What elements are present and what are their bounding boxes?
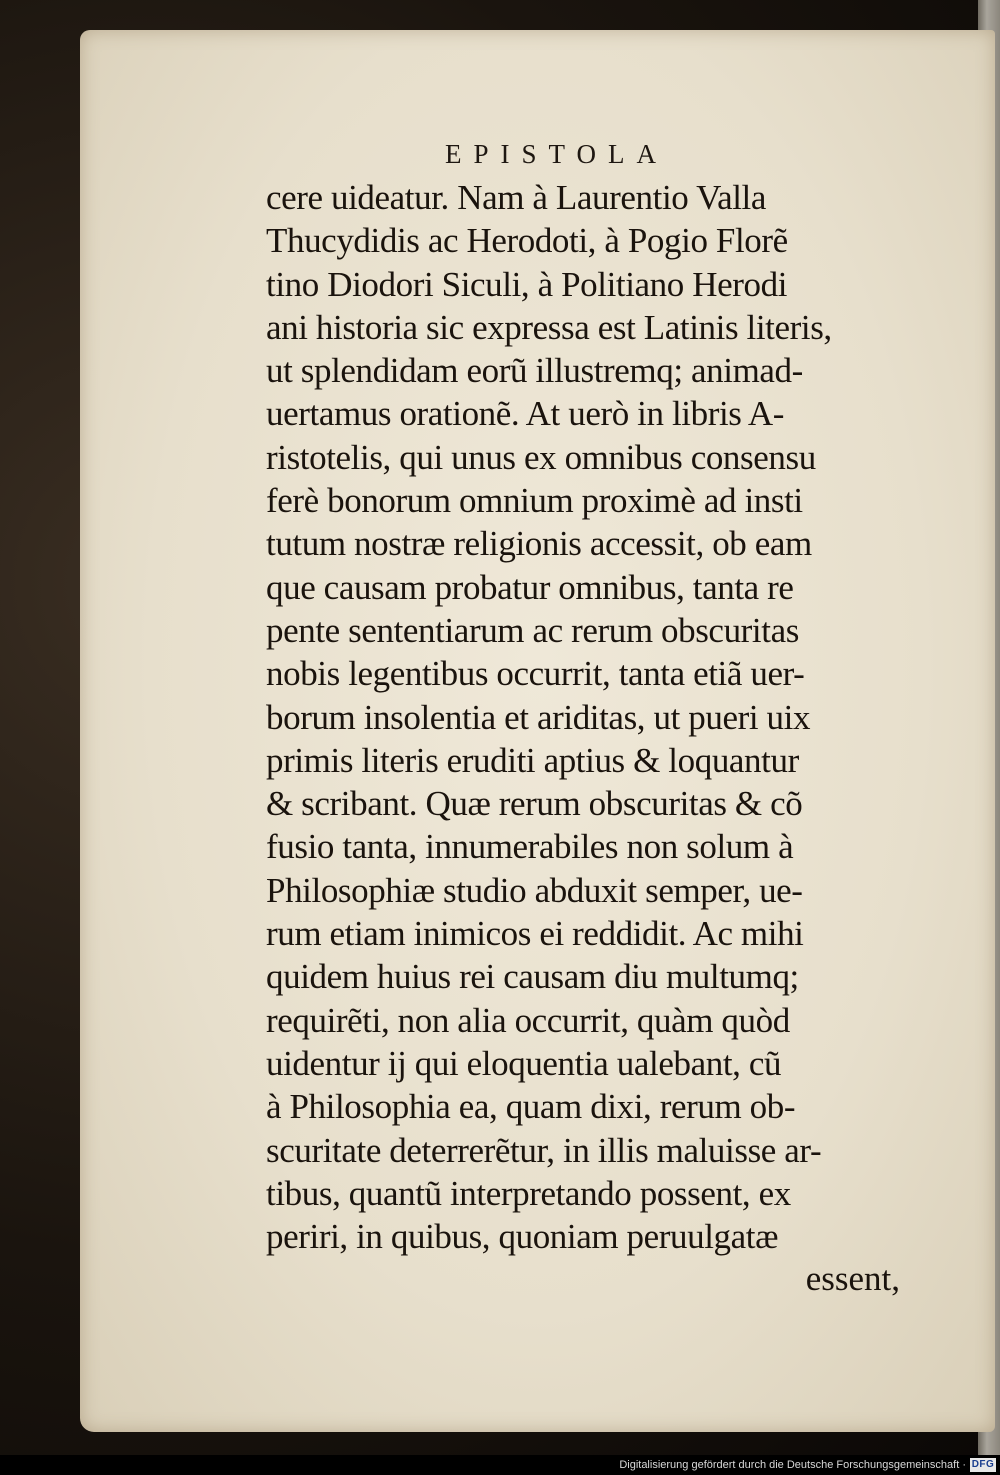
- text-line: à Philosophia ea, quam dixi, rerum ob-: [266, 1087, 796, 1127]
- text-line: ristotelis, qui unus ex omnibus consensu: [266, 437, 816, 477]
- text-line: periri, in quibus, quoniam peruulgatæ: [266, 1217, 779, 1257]
- footer-bar: [0, 1455, 1000, 1475]
- catchword: essent,: [805, 1259, 900, 1298]
- text-line: tino Diodori Siculi, à Politiano Herodi: [266, 264, 788, 304]
- text-line: primis literis eruditi aptius & loquantur: [266, 740, 799, 780]
- body-text: [266, 176, 916, 1258]
- text-line: que causam probatur omnibus, tanta re: [266, 567, 794, 607]
- text-line: Philosophiæ studio abduxit semper, ue-: [266, 870, 803, 910]
- text-line: pente sententiarum ac rerum obscuritas: [266, 610, 799, 650]
- text-line: ferè bonorum omnium proximè ad insti: [266, 481, 803, 521]
- text-line: Thucydidis ac Herodoti, à Pogio Florẽ: [266, 221, 788, 261]
- text-line: fusio tanta, innumerabiles non solum à: [266, 827, 794, 867]
- text-line: uertamus orationẽ. At uerò in libris A-: [266, 394, 785, 434]
- text-line: uidentur ij qui eloquentia ualebant, cũ: [266, 1043, 782, 1083]
- text-line: tutum nostræ religionis accessit, ob eam: [266, 524, 812, 564]
- text-line: requirẽti, non alia occurrit, quàm quòd: [266, 1000, 790, 1040]
- dfg-logo-icon: DFG: [971, 1459, 995, 1470]
- text-line: & scribant. Quæ rerum obscuritas & cõ: [266, 784, 803, 824]
- dfg-credit: Digitalisierung gefördert durch die Deutsche Forschungsgemeinschaft ·: [619, 1459, 966, 1471]
- text-line: ani historia sic expressa est Latinis literis,: [266, 307, 832, 347]
- text-line: scuritate deterrerẽtur, in illis maluisse ar-: [266, 1130, 822, 1170]
- text-line: borum insolentia et ariditas, ut pueri uix: [266, 697, 811, 737]
- text-line: cere uideatur. Nam à Laurentio Valla: [266, 178, 767, 217]
- running-header: EPISTOLA: [445, 139, 669, 169]
- text-line: ut splendidam eorũ illustremq; animad-: [266, 351, 803, 391]
- text-line: quidem huius rei causam diu multumq;: [266, 957, 799, 997]
- text-line: tibus, quantũ interpretando possent, ex: [266, 1173, 791, 1213]
- text-line: rum etiam inimicos ei reddidit. Ac mihi: [266, 914, 804, 954]
- text-line: nobis legentibus occurrit, tanta etiã uer-: [266, 654, 805, 694]
